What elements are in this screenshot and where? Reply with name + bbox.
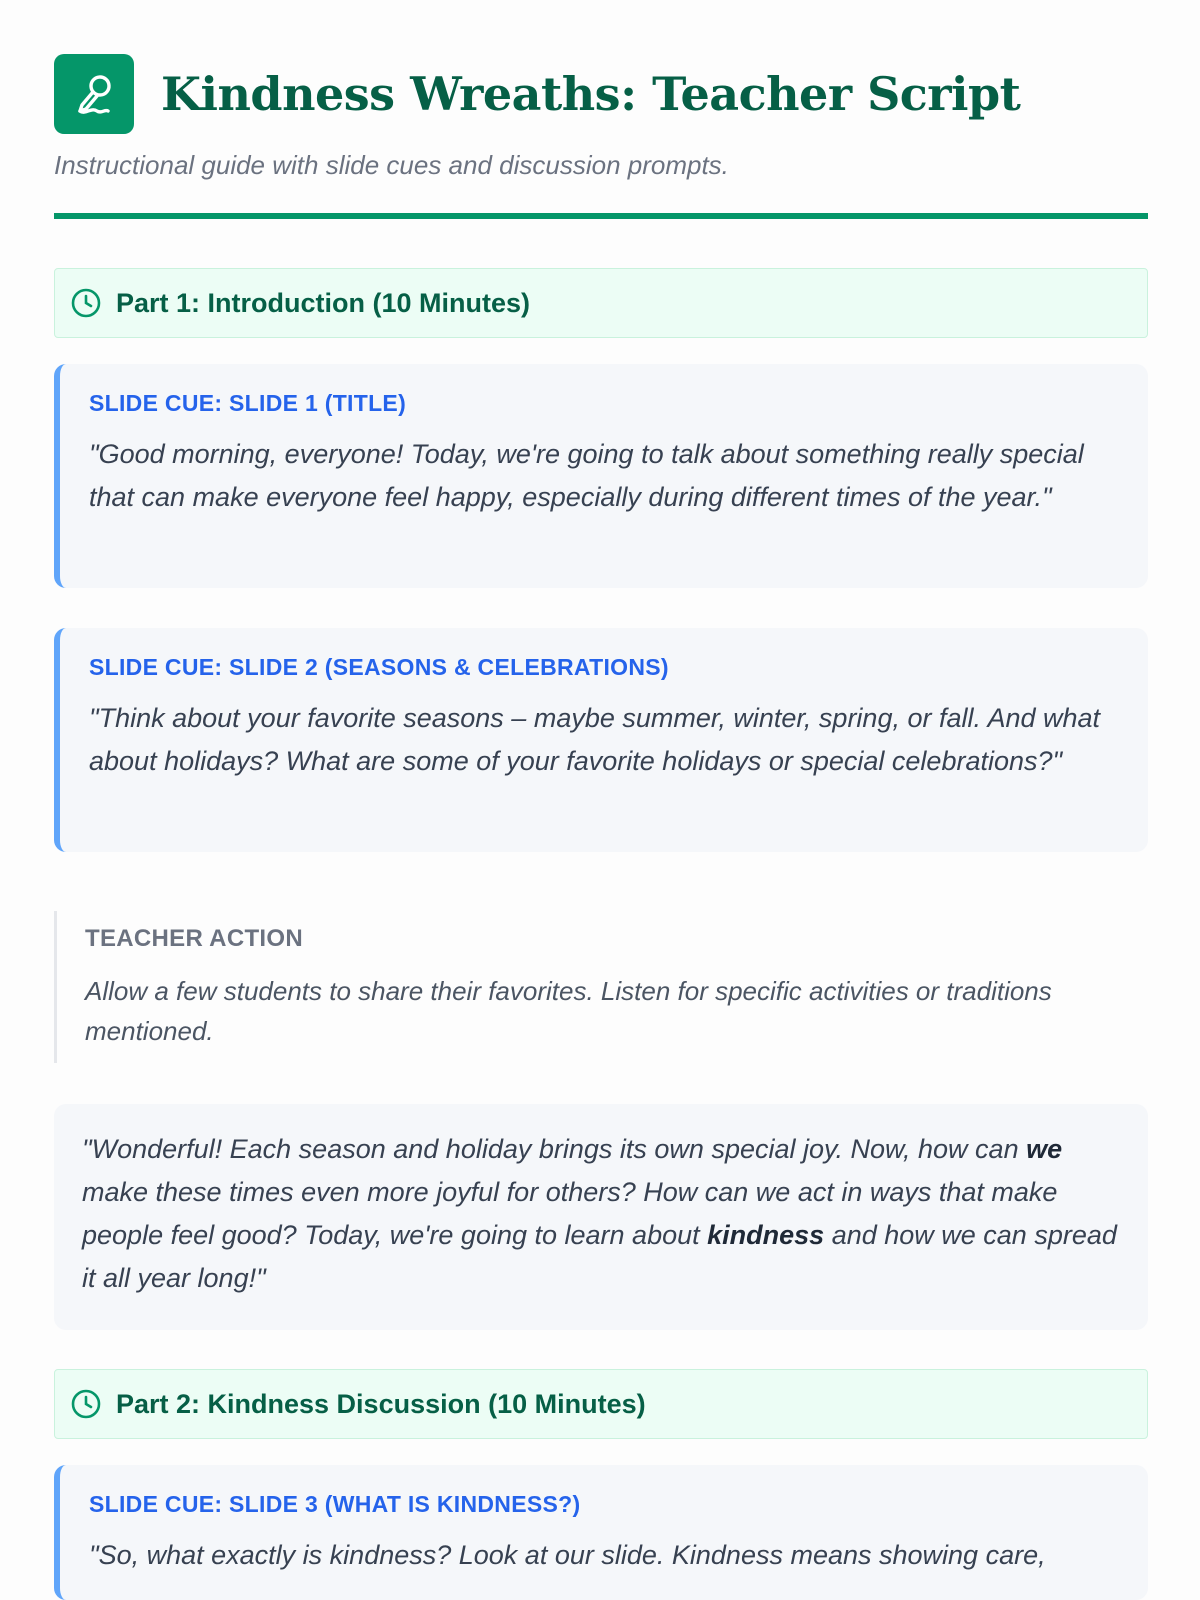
slide-cue-label: SLIDE CUE: SLIDE 3 (WHAT IS KINDNESS?) [89, 1491, 581, 1517]
quote-emphasis-we: we [1026, 1134, 1063, 1164]
pen-icon [71, 71, 117, 117]
page-header [54, 54, 1020, 134]
slide-cue-label: SLIDE CUE: SLIDE 2 (SEASONS & CELEBRATIONS) [89, 654, 669, 680]
slide-cue-text: "So, what exactly is kindness? Look at our slide. Kindness means showing care, [89, 1540, 1046, 1570]
slide-cue-1 [54, 364, 1148, 588]
part-2-header [54, 1369, 1148, 1439]
logo [54, 54, 134, 134]
clock-icon [70, 287, 102, 319]
page-title: Kindness Wreaths: Teacher Script [161, 67, 1021, 121]
header-divider [54, 213, 1148, 219]
teacher-quote [54, 1104, 1148, 1330]
quote-emphasis-kindness: kindness [707, 1220, 825, 1250]
part-1-title: Part 1: Introduction (10 Minutes) [116, 287, 531, 318]
slide-cue-3 [54, 1465, 1148, 1600]
part-1-header [54, 268, 1148, 338]
teacher-action [54, 911, 1148, 1063]
part-2-title: Part 2: Kindness Discussion (10 Minutes) [116, 1388, 646, 1419]
quote-text: make these times even more joyful for others? How can we act in ways that make people feel good? Today, we're going to learn about [82, 1177, 1058, 1250]
teacher-action-text: Allow a few students to share their favorites. Listen for specific activities or traditions mentioned. [85, 976, 1052, 1046]
slide-cue-text: "Good morning, everyone! Today, we're going to talk about something really special that can make everyone feel happy, especially during different times of the year." [89, 439, 1084, 512]
slide-cue-label: SLIDE CUE: SLIDE 1 (TITLE) [89, 390, 407, 416]
clock-icon [70, 1388, 102, 1420]
slide-cue-2 [54, 628, 1148, 852]
teacher-action-label: TEACHER ACTION [85, 925, 303, 952]
slide-cue-text: "Think about your favorite seasons – maybe summer, winter, spring, or fall. And what about holidays? What are some of your favorite holidays or special celebrations?" [89, 703, 1101, 776]
page-subtitle: Instructional guide with slide cues and discussion prompts. [54, 150, 729, 180]
quote-text: "Wonderful! Each season and holiday brings its own special joy. Now, how can [82, 1134, 1027, 1164]
quote-text: and how we can spread it all year long!" [82, 1220, 1117, 1293]
